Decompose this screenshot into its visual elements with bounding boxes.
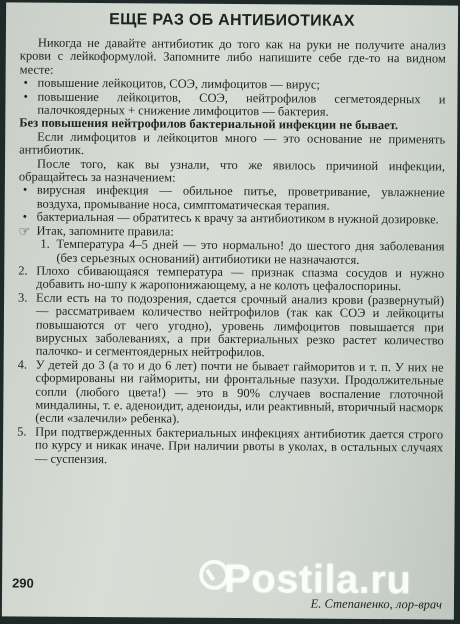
- rule-number: 2.: [18, 263, 28, 278]
- bullet-text: повышение лейкоцитов, СОЭ, лимфоцитов — вирус;: [37, 75, 320, 92]
- rule-text: Плохо сбивающаяся температура — признак спазма сосудов и нужно добавить но-шпу к жаропонижающему, а не колоть цефалоспорины.: [36, 263, 445, 294]
- rule-text: Температура 4–5 дней — это нормально! до шестого дня заболевания (без серьезных оснований) антибиотики не назначаются.: [56, 236, 445, 267]
- rule-text: При подтвержденных бактериальных инфекциях антибиотик дается строго по курсу и никак иначе. При наличии рвоты в уколах, в остальных случаях — суспензия.: [34, 424, 444, 466]
- watermark-logo: Postila.ru: [223, 556, 412, 603]
- rules-intro: Итак, запомните правила:: [36, 223, 174, 239]
- bullet-text: повышение лейкоцитов, СОЭ, нейтрофилов сегметоядерных и палочкоядерных + снижение лимфоцитов — бактерия.: [37, 89, 446, 119]
- bullet-text: бактериальная — обратитесь к врачу за антибиотиком в нужной дозировке.: [36, 209, 439, 227]
- intro-paragraph: Никогда не давайте антибиотик до того как на руки не получите анализ крови с лейкоформулой. Запомните либо напишите себе где-то на видном месте:: [19, 35, 446, 77]
- book-page: [2, 2, 458, 619]
- rule-item: [18, 291, 444, 361]
- rule-number: 3.: [18, 290, 28, 305]
- bullet-text: вирусная инфекция — обильное питье, проветривание, увлажнение воздуха, промывание носа, симптоматическая терапия.: [36, 183, 445, 213]
- bold-note: Без повышения нейтрофилов бактериальной инфекции не бывает.: [19, 115, 399, 133]
- rule-item: [17, 358, 443, 428]
- rule-number: 4.: [17, 357, 28, 372]
- paragraph: Если лимфоцитов и лейкоцитов много — это основание не применять антибиотик.: [19, 129, 446, 158]
- rule-text: У детей до 3 (а то и до 6 лет) почти не бывает гайморитов и т. п. У них не сформированы ни гаймориты, ни фронтальные пазухи. Продолжительные сопли (любого цвета!) — это в 90% случаев воспаление глоточной миндалины, т. е. аденоидит, аденоиды, или реактивный, вторичный насморк (если «залечили» ребенка).: [35, 357, 444, 427]
- paragraph: После того, как вы узнали, что же явилось причиной инфекции, обращайтесь за назначением:: [18, 156, 446, 185]
- list-item: [19, 90, 445, 120]
- rule-number: 1.: [40, 236, 50, 251]
- rule-text: Если есть на то подозрения, сдается срочный анализ крови (развернутый) — рассматриваем количество нейтрофилов (так как СОЭ и лейкоциты повышаются от чего угодно), уровень лимфоцитов повышается при вирусных заболеваниях, а при бактериальных резко растет количество палочко- и сегментоядерных нейтрофилов.: [35, 290, 445, 360]
- bullet-icon: •: [22, 183, 28, 198]
- bullet-icon: •: [23, 89, 28, 104]
- author-signature: Е. Степаненко, лор-врач: [310, 596, 443, 612]
- rule-item: [17, 425, 443, 468]
- article-body: [17, 37, 446, 469]
- bullet-icon: •: [22, 209, 28, 224]
- page-title: ЕЩЕ РАЗ ОБ АНТИБИОТИКАХ: [109, 11, 355, 30]
- page-number: 290: [12, 575, 34, 591]
- rule-number: 5.: [17, 424, 27, 439]
- bullet-icon: •: [23, 75, 29, 90]
- pointing-hand-icon: ☞: [18, 223, 31, 239]
